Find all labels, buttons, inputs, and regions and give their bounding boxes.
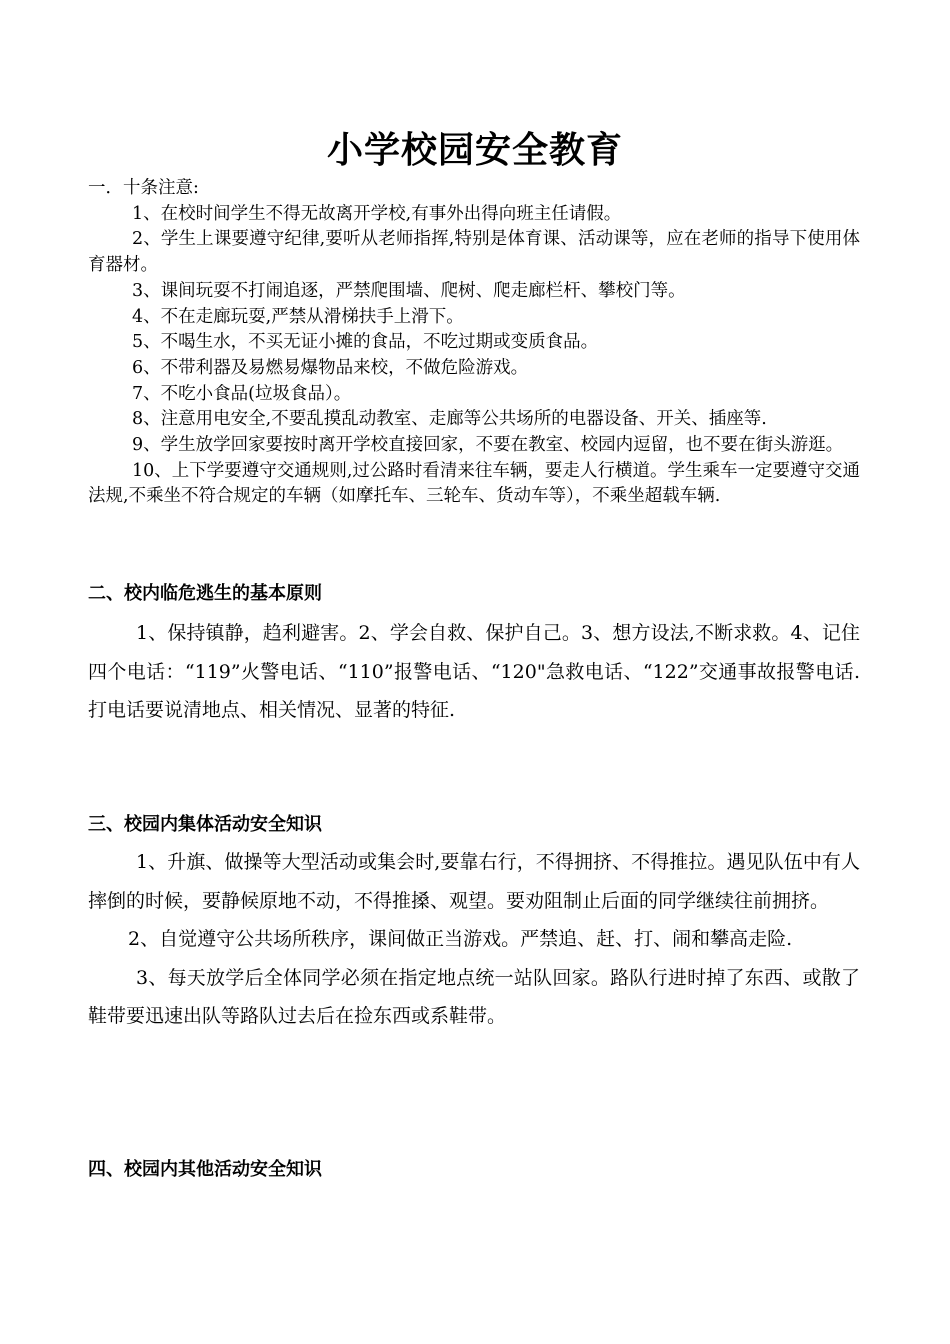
list-item: 3、课间玩耍不打闹追逐，严禁爬围墙、爬树、爬走廊栏杆、攀校门等。 xyxy=(132,280,686,301)
list-item: 10、上下学要遵守交通规则,过公路时看清来往车辆，要走人行横道。学生乘车一定要遵守交通法规,不乘坐不符合规定的车辆（如摩托车、三轮车、货动车等），不乘坐超载车辆. xyxy=(88,460,860,507)
paragraph: 1、升旗、做操等大型活动或集会时,要靠右行，不得拥挤、不得推拉。遇见队伍中有人摔倒的时候，要静候原地不动，不得推搡、观望。要劝阻制止后面的同学继续往前拥挤。 xyxy=(88,851,860,912)
list-item: 9、学生放学回家要按时离开学校直接回家，不要在教室、校园内逗留，也不要在街头游逛。 xyxy=(132,435,844,456)
paragraph: 3、每天放学后全体同学必须在指定地点统一站队回家。路队行进时掉了东西、或散了鞋带要迅速出队等路队过去后在捡东西或系鞋带。 xyxy=(88,966,860,1027)
document-title: 小学校园安全教育 xyxy=(326,130,623,171)
list-item: 2、学生上课要遵守纪律,要听从老师指挥,特别是体育课、活动课等，应在老师的指导下使用体育器材。 xyxy=(88,229,860,276)
section-heading-escape-principles: 二、校内临危逃生的基本原则 xyxy=(88,583,322,604)
paragraph: 1、保持镇静，趋利避害。2、学会自救、保护自己。3、想方设法,不断求救。4、记住四个电话：“119”火警电话、“110”报警电话、“120"急救电话、“122”交通事故报警电话.打电话要说清地点、相关情况、显著的特征. xyxy=(88,622,860,721)
paragraph: 2、自觉遵守公共场所秩序，课间做正当游戏。严禁追、赶、打、闹和攀高走险. xyxy=(128,928,793,950)
list-item: 5、不喝生水，不买无证小摊的食品，不吃过期或变质食品。 xyxy=(132,332,599,353)
list-item: 4、不在走廊玩耍,严禁从滑梯扶手上滑下。 xyxy=(132,306,464,327)
list-item: 8、注意用电安全,不要乱摸乱动教室、走廊等公共场所的电器设备、开关、插座等. xyxy=(132,409,767,430)
list-item: 1、在校时间学生不得无故离开学校,有事外出得向班主任请假。 xyxy=(132,203,622,224)
list-item: 7、不吃小食品(垃圾食品）。 xyxy=(132,383,352,404)
section-group-activity xyxy=(88,843,860,1036)
section-escape-principles xyxy=(88,614,860,730)
section-ten-notices xyxy=(88,176,860,510)
section-heading: 一．十条注意: xyxy=(88,178,199,198)
section-heading-other-activity: 四、校园内其他活动安全知识 xyxy=(88,1159,322,1180)
section-heading-group-activity: 三、校园内集体活动安全知识 xyxy=(88,814,322,835)
list-item: 6、不带利器及易燃易爆物品来校，不做危险游戏。 xyxy=(132,357,529,378)
